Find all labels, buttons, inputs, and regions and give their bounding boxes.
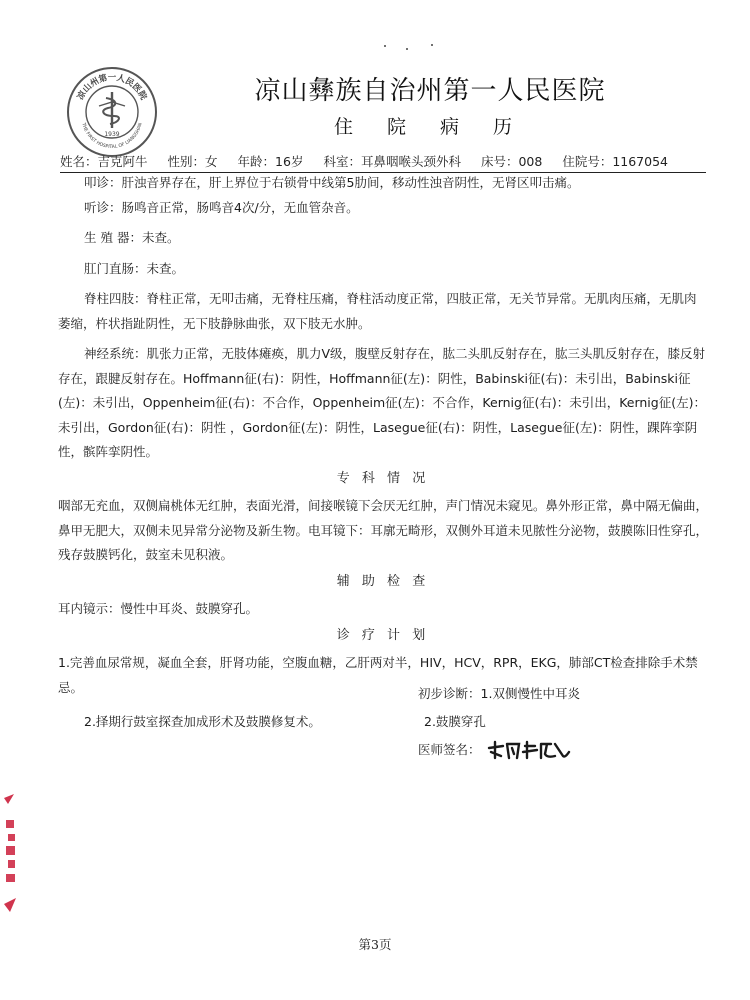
signature-label: 医师签名： <box>418 742 481 757</box>
patient-name: 吉克阿牛 <box>97 154 148 169</box>
hospital-name: 凉山彝族自治州第一人民医院 <box>254 76 606 106</box>
diagnosis-label: 初步诊断： <box>418 686 481 701</box>
neuro-system-text: 神经系统：肌张力正常，无肢体瘫痪，肌力Ⅴ级，腹壁反射存在，肱二头肌反射存在，肱三头肌反射存在，膝反射存在，跟腱反射存在。Hoffmann征(右)：阴性，Hoffmann征(左)：阴性，Babinski征(右)：未引出，Babinski征(左)：未引出，Oppenheim征(右)：不合作，Oppenheim征(左)：不合作，Kernig征(右)：未引出，Kernig征(左)：未引出，Gordon征(右)：阴性 ，Gordon征(左)：阴性，Lasegue征(右)：阴性，Lasegue征(左)：阴性，踝阵挛阴性，髌阵挛阴性。 <box>58 346 706 459</box>
patient-admission-no: 1167054 <box>612 154 668 169</box>
patient-admission-label: 住院号： <box>562 154 613 169</box>
plan-heading: 诊 疗 计 划 <box>336 627 430 643</box>
patient-dept: 耳鼻咽喉头颈外科 <box>360 154 461 169</box>
document-title: 住 院 病 历 <box>333 116 527 138</box>
patient-info-bar <box>60 152 706 173</box>
hospital-emblem-icon <box>66 66 158 158</box>
anus-rectum-text: 肛门直肠：未查。 <box>84 260 185 276</box>
record-body <box>58 171 708 735</box>
page-number: 第3页 <box>358 937 392 952</box>
diagnosis-block <box>418 682 580 762</box>
doctor-signature <box>485 738 571 762</box>
logo-year: 1939 <box>104 131 120 138</box>
patient-dept-label: 科室： <box>323 154 361 169</box>
patient-age-label: 年龄： <box>237 154 276 169</box>
doctor-signature-row <box>418 738 580 762</box>
percussion-text: 叩诊：肝浊音界存在，肝上界位于右锁骨中线第5肋间，移动性浊音阴性，无肾区叩击痛。 <box>84 175 580 190</box>
patient-bed-label: 床号： <box>480 154 519 169</box>
auscultation-text: 听诊：肠鸣音正常，肠鸣音4次/分，无血管杂音。 <box>84 199 359 215</box>
diagnosis-item-1: 1.双侧慢性中耳炎 <box>480 686 580 701</box>
scan-speck-marks <box>380 40 440 54</box>
diagnosis-item-2: 2.鼓膜穿孔 <box>424 714 486 729</box>
diagnosis-row-1 <box>418 682 580 706</box>
spine-limbs-text: 脊柱四肢：脊柱正常，无叩击痛，无脊柱压痛，脊柱活动度正常，四肢正常，无关节异常。无肌肉压痛，无肌肉萎缩，杵状指趾阴性，无下肢静脉曲张，双下肢无水肿。 <box>58 291 697 331</box>
patient-sex: 女 <box>205 154 218 169</box>
specialty-text: 咽部无充血，双侧扁桃体无红肿，表面光滑，间接喉镜下会厌无红肿，声门情况未窥见。鼻外形正常，鼻中隔无偏曲，鼻甲无肥大，双侧未见异常分泌物及新生物。电耳镜下：耳廓无畸形，双侧外耳道未见脓性分泌物，鼓膜陈旧性穿孔，残存鼓膜钙化，鼓室未见积液。 <box>58 498 709 562</box>
patient-age: 16岁 <box>275 154 304 169</box>
logo-ring-text: 凉山州第一人民医院 <box>75 73 149 102</box>
patient-bed: 008 <box>518 154 543 169</box>
logo-bottom-text: THE FIRST HOSPITAL OF LIANGSHAN <box>80 122 144 151</box>
genital-text: 生 殖 器：未查。 <box>84 230 180 245</box>
plan-item-2: 2.择期行鼓室探查加成形术及鼓膜修复术。 <box>84 714 321 729</box>
plan-item-1: 1.完善血尿常规，凝血全套，肝肾功能，空腹血糖，乙肝两对半，HIV，HCV，RPR，EKG，肺部CT检查排除手术禁忌。 <box>58 655 698 695</box>
auxiliary-heading: 辅 助 检 查 <box>336 573 430 589</box>
red-stamp-mark <box>0 780 30 920</box>
auxiliary-text: 耳内镜示：慢性中耳炎、鼓膜穿孔。 <box>58 601 259 616</box>
specialty-heading: 专 科 情 况 <box>336 470 430 486</box>
patient-name-label: 姓名： <box>60 154 98 169</box>
patient-sex-label: 性别： <box>167 154 206 169</box>
